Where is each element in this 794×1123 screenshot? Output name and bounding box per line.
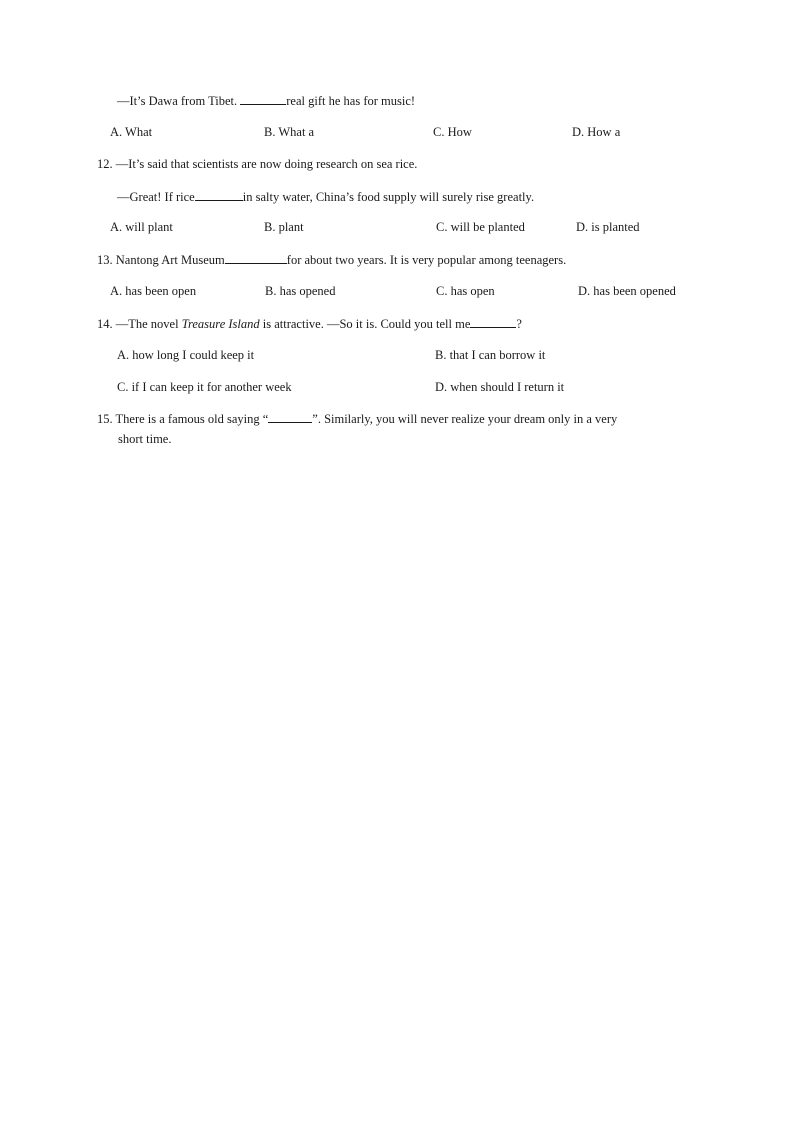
q14-book-title: Treasure Island [181, 317, 260, 331]
q14-option-a[interactable]: A. how long I could keep it [117, 348, 255, 362]
q14-option-d[interactable]: D. when should I return it [435, 380, 565, 394]
q13-stem [97, 251, 566, 268]
q11-option-a[interactable]: A. What [110, 125, 153, 139]
q12-stem-part1: —Great! If rice [117, 190, 195, 204]
q12-stem-line2 [117, 188, 534, 205]
q13-option-a[interactable]: A. has been open [110, 284, 197, 298]
q12-answer-blank[interactable] [195, 188, 243, 201]
q11-option-c[interactable]: C. How [433, 125, 472, 139]
q12-option-d[interactable]: D. is planted [576, 220, 640, 234]
q12-option-b[interactable]: B. plant [264, 220, 304, 234]
q14-option-b[interactable]: B. that I can borrow it [435, 348, 546, 362]
q11-option-b[interactable]: B. What a [264, 125, 315, 139]
q13-option-c[interactable]: C. has open [436, 284, 495, 298]
q11-answer-blank[interactable] [240, 92, 286, 105]
q14-stem-part3: ? [516, 317, 522, 331]
q11-stem-part1: —It’s Dawa from Tibet. [117, 94, 241, 108]
q11-stem [117, 92, 415, 109]
q12-stem-part2: in salty water, China’s food supply will surely rise greatly. [242, 190, 535, 204]
q14-stem-part1: 14. —The novel [97, 317, 182, 331]
q15-answer-blank[interactable] [268, 410, 312, 423]
q15-stem-part3: short time. [118, 432, 172, 446]
q15-stem [97, 409, 697, 449]
q12-option-c[interactable]: C. will be planted [436, 220, 525, 234]
q15-stem-part1: 15. There is a famous old saying “ [97, 412, 269, 426]
q11-option-d[interactable]: D. How a [572, 125, 621, 139]
q12-stem-line1: 12. —It’s said that scientists are now doing research on sea rice. [97, 157, 418, 171]
q13-option-d[interactable]: D. has been opened [578, 284, 676, 298]
q12-option-a[interactable]: A. will plant [110, 220, 173, 234]
q14-option-c[interactable]: C. if I can keep it for another week [117, 380, 292, 394]
q11-stem-part2: real gift he has for music! [286, 94, 416, 108]
q13-answer-blank[interactable] [225, 251, 287, 264]
q13-stem-part1: 13. Nantong Art Museum [97, 253, 225, 267]
q14-stem [97, 315, 522, 332]
q14-answer-blank[interactable] [470, 315, 516, 328]
q14-stem-part2: is attractive. —So it is. Could you tell me [259, 317, 471, 331]
q15-stem-part2: ”. Similarly, you will never realize your dream only in a very [312, 412, 618, 426]
q13-option-b[interactable]: B. has opened [265, 284, 336, 298]
q13-stem-part2: for about two years. It is very popular among teenagers. [286, 253, 567, 267]
